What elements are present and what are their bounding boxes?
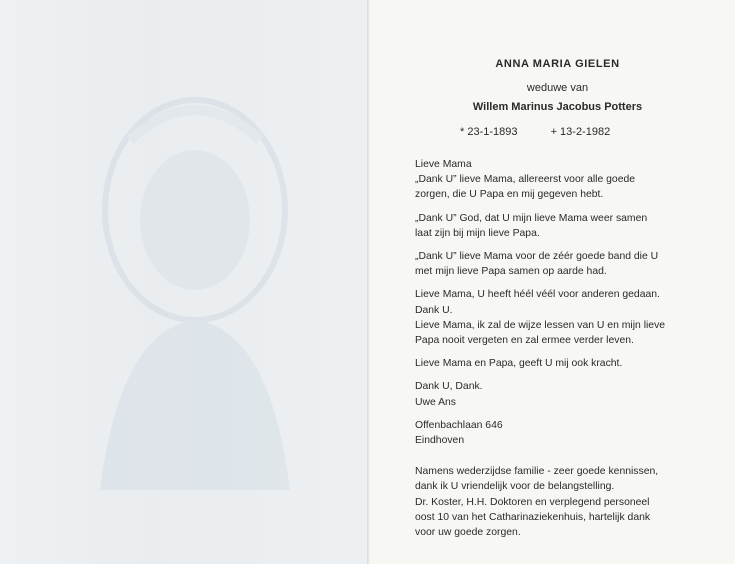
faded-portrait-image (60, 70, 330, 490)
text-line: Lieve Mama, ik zal de wijze lessen van U en mijn lieve (415, 319, 666, 331)
address-city: Eindhoven (415, 435, 465, 447)
deceased-name: ANNA MARIA GIELEN (495, 58, 620, 70)
text-line: voor uw goede zorgen. (415, 527, 521, 539)
death-date: + 13-2-1982 (550, 126, 611, 138)
text-line: Namens wederzijdse familie - zeer goede kennissen, (415, 466, 659, 478)
text-line: „Dank U” God, dat U mijn lieve Mama weer samen (415, 212, 648, 224)
text-line: laat zijn bij mijn lieve Papa. (415, 227, 540, 239)
memorial-text (415, 157, 705, 540)
text-line: Papa nooit vergeten en zal ermee verder leven. (415, 335, 634, 347)
text-line: met mijn lieve Papa samen op aarde had. (415, 266, 607, 278)
text-line: Dank U, Dank. (415, 381, 483, 393)
husband-name: Willem Marinus Jacobus Potters (472, 101, 643, 113)
text-line: Lieve Mama (415, 159, 472, 170)
text-line: oost 10 van het Catharinaziekenhuis, hartelijk dank (415, 511, 651, 523)
widow-of-label: weduwe van (526, 82, 589, 94)
text-line: Lieve Mama en Papa, geeft U mij ook kracht. (415, 358, 623, 370)
text-line: dank ik U vriendelijk voor de belangstelling. (415, 481, 615, 493)
text-line: Lieve Mama, U heeft héél véél voor anderen gedaan. (415, 289, 660, 301)
text-line: Dr. Koster, H.H. Doktoren en verplegend personeel (415, 496, 650, 508)
life-dates (460, 126, 610, 138)
text-line: „Dank U” lieve Mama, allereerst voor alle goede (415, 174, 636, 186)
text-line: „Dank U” lieve Mama voor de zéér goede band die U (415, 251, 659, 263)
text-line: Dank U. (415, 304, 453, 316)
text-line: zorgen, die U Papa en mij gegeven hebt. (415, 189, 604, 201)
signature: Uwe Ans (415, 396, 457, 408)
address-street: Offenbachlaan 646 (415, 419, 503, 431)
birth-date: * 23-1-1893 (460, 126, 518, 138)
